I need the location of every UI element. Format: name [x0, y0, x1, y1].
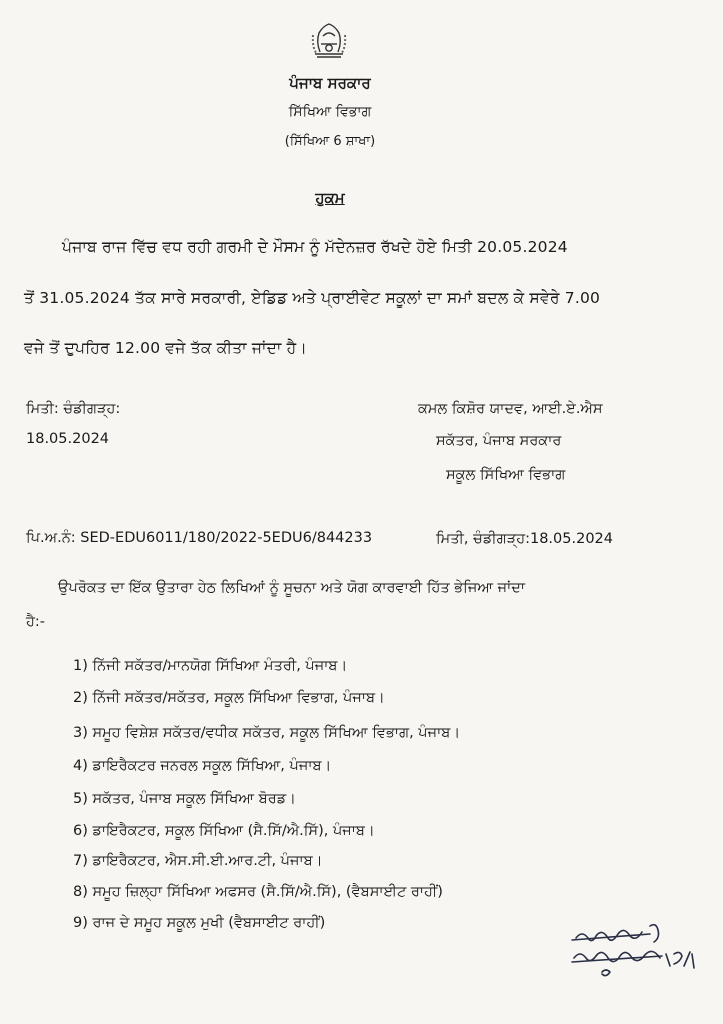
recipient-item: 9) ਰਾਜ ਦੇ ਸਮੂਹ ਸਕੂਲ ਮੁਖੀ (ਵੈਬਸਾਈਟ ਰਾਹੀਂ) [73, 915, 326, 931]
signatory-designation: ਸਕੱਤਰ, ਪੰਜਾਬ ਸਰਕਾਰ [436, 433, 562, 449]
endorsement-reference: ਪਿ.ਅ.ਨੰ: SED-EDU6011/180/2022-5EDU6/844233 [26, 530, 373, 546]
ashoka-emblem-icon [299, 8, 359, 62]
endorsement-intro-line-2: ਹੈ:- [26, 614, 46, 630]
handwritten-signature-icon [566, 920, 706, 984]
department-heading: ਸਿੱਖਿਆ ਵਿਭਾਗ [288, 104, 372, 120]
endorsement-intro-line-1: ਉਪਰੋਕਤ ਦਾ ਇੱਕ ਉਤਾਰਾ ਹੇਠ ਲਿਖਿਆਂ ਨੂੰ ਸੂਚਨਾ ਅਤੇ ਯੋਗ ਕਾਰਵਾਈ ਹਿੱਤ ਭੇਜਿਆ ਜਾਂਦਾ [58, 580, 526, 596]
order-date: 18.05.2024 [26, 431, 110, 447]
recipient-item: 2) ਨਿੱਜੀ ਸਕੱਤਰ/ਸਕੱਤਰ, ਸਕੂਲ ਸਿੱਖਿਆ ਵਿਭਾਗ, ਪੰਜਾਬ। [73, 690, 385, 706]
recipient-item: 1) ਨਿੱਜੀ ਸਕੱਤਰ/ਮਾਨਯੋਗ ਸਿੱਖਿਆ ਮੰਤਰੀ, ਪੰਜਾਬ। [73, 658, 348, 674]
endorsement-date: ਮਿਤੀ, ਚੰਡੀਗੜ੍ਹ:18.05.2024 [436, 531, 614, 547]
signatory-name: ਕਮਲ ਕਿਸ਼ੋਰ ਯਾਦਵ, ਆਈ.ਏ.ਐਸ [418, 401, 603, 417]
recipient-item: 7) ਡਾਇਰੈਕਟਰ, ਐਸ.ਸੀ.ਈ.ਆਰ.ਟੀ, ਪੰਜਾਬ। [73, 853, 323, 869]
order-line-2: ਤੋਂ 31.05.2024 ਤੱਕ ਸਾਰੇ ਸਰਕਾਰੀ, ਏਡਿਡ ਅਤੇ ਪ੍ਰਾਈਵੇਟ ਸਕੂਲਾਂ ਦਾ ਸਮਾਂ ਬਦਲ ਕੇ ਸਵੇਰੇ 7.00 [24, 289, 601, 307]
recipient-item: 6) ਡਾਇਰੈਕਟਰ, ਸਕੂਲ ਸਿੱਖਿਆ (ਸੈ.ਸਿੱ/ਐ.ਸਿੱ), ਪੰਜਾਬ। [73, 823, 375, 839]
recipient-item: 5) ਸਕੱਤਰ, ਪੰਜਾਬ ਸਕੂਲ ਸਿੱਖਿਆ ਬੋਰਡ। [73, 791, 296, 807]
place-date-label: ਮਿਤੀ: ਚੰਡੀਗੜ੍ਹ: [26, 401, 121, 417]
recipient-item: 4) ਡਾਇਰੈਕਟਰ ਜਨਰਲ ਸਕੂਲ ਸਿੱਖਿਆ, ਪੰਜਾਬ। [73, 758, 332, 774]
order-line-1: ਪੰਜਾਬ ਰਾਜ ਵਿੱਚ ਵਧ ਰਹੀ ਗਰਮੀ ਦੇ ਮੌਸਮ ਨੂੰ ਮੱਦੇਨਜ਼ਰ ਰੱਖਦੇ ਹੋਏ ਮਿਤੀ 20.05.2024 [62, 238, 568, 256]
government-heading: ਪੰਜਾਬ ਸਰਕਾਰ [289, 74, 371, 92]
recipient-item: 8) ਸਮੂਹ ਜ਼ਿਲ੍ਹਾ ਸਿੱਖਿਆ ਅਫਸਰ (ਸੈ.ਸਿੱ/ਐ.ਸਿੱ), (ਵੈਬਸਾਈਟ ਰਾਹੀਂ) [73, 884, 443, 900]
recipient-item: 3) ਸਮੂਹ ਵਿਸ਼ੇਸ਼ ਸਕੱਤਰ/ਵਧੀਕ ਸਕੱਤਰ, ਸਕੂਲ ਸਿੱਖਿਆ ਵਿਭਾਗ, ਪੰਜਾਬ। [73, 725, 461, 741]
branch-heading: (ਸਿੱਖਿਆ 6 ਸ਼ਾਖਾ) [284, 134, 376, 149]
order-line-3: ਵਜੇ ਤੋਂ ਦੁਪਹਿਰ 12.00 ਵਜੇ ਤੱਕ ਕੀਤਾ ਜਾਂਦਾ ਹੈ। [24, 339, 307, 357]
signatory-department: ਸਕੂਲ ਸਿੱਖਿਆ ਵਿਭਾਗ [446, 467, 566, 483]
order-title: ਹੁਕਮ [315, 189, 345, 207]
